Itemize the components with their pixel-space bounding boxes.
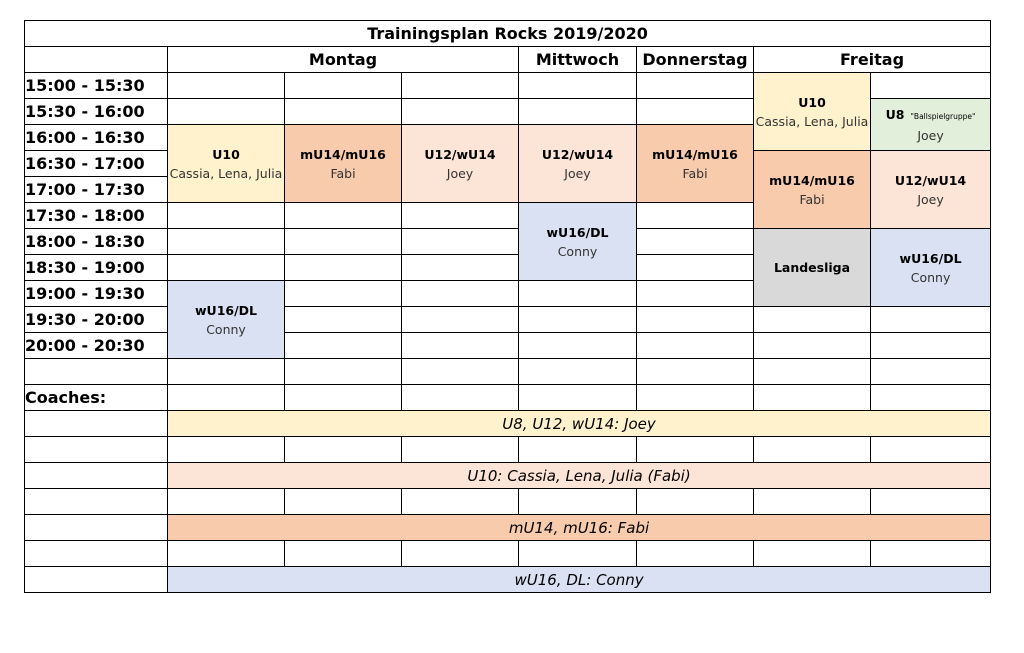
- empty-cell: [519, 73, 637, 99]
- session-mo-u12: [402, 125, 519, 203]
- empty-cell: [25, 567, 168, 593]
- empty-cell: [637, 437, 754, 463]
- empty-cell: [168, 73, 285, 99]
- empty-cell: [402, 307, 519, 333]
- session-coach: Joey: [917, 127, 944, 143]
- time-slot: 19:00 - 19:30: [25, 281, 168, 307]
- session-mo-mu14: [285, 125, 402, 203]
- empty-cell: [25, 489, 168, 515]
- day-header-donnerstag: Donnerstag: [637, 47, 754, 73]
- empty-cell: [285, 99, 402, 125]
- empty-cell: [402, 281, 519, 307]
- schedule-title: Trainingsplan Rocks 2019/2020: [25, 21, 991, 47]
- empty-cell: [168, 385, 285, 411]
- empty-cell: [754, 359, 871, 385]
- time-slot: 16:30 - 17:00: [25, 151, 168, 177]
- empty-cell: [25, 359, 168, 385]
- session-group: wU16/DL: [195, 302, 257, 318]
- empty-cell: [402, 203, 519, 229]
- session-mi-wu16: [519, 203, 637, 281]
- empty-cell: [285, 489, 402, 515]
- empty-cell: [871, 333, 991, 359]
- session-group: mU14/mU16: [300, 146, 386, 162]
- time-slot: 16:00 - 16:30: [25, 125, 168, 151]
- empty-cell: [519, 541, 637, 567]
- empty-cell: [402, 541, 519, 567]
- time-slot: 19:30 - 20:00: [25, 307, 168, 333]
- day-header-freitag: Freitag: [754, 47, 991, 73]
- empty-cell: [519, 333, 637, 359]
- session-group: U12/wU14: [894, 172, 967, 188]
- time-slot: 18:30 - 19:00: [25, 255, 168, 281]
- empty-cell: [871, 359, 991, 385]
- session-fr-landesliga: [754, 229, 871, 307]
- session-group: wU16/DL: [546, 224, 609, 240]
- session-mo-u10: [168, 125, 285, 203]
- empty-cell: [402, 229, 519, 255]
- empty-cell: [637, 73, 754, 99]
- corner-cell: [25, 47, 168, 73]
- time-slot: 20:00 - 20:30: [25, 333, 168, 359]
- session-group: U12/wU14: [541, 146, 614, 162]
- empty-cell: [285, 359, 402, 385]
- empty-cell: [402, 359, 519, 385]
- empty-cell: [519, 359, 637, 385]
- session-coach: Conny: [206, 321, 246, 337]
- empty-cell: [637, 99, 754, 125]
- time-slot: 17:30 - 18:00: [25, 203, 168, 229]
- session-coach: Joey: [564, 165, 591, 181]
- empty-cell: [637, 541, 754, 567]
- empty-cell: [285, 333, 402, 359]
- empty-cell: [168, 229, 285, 255]
- session-group: Landesliga: [773, 260, 851, 275]
- empty-cell: [285, 73, 402, 99]
- session-group: U10: [212, 146, 240, 162]
- session-coach: Fabi: [330, 165, 356, 181]
- empty-cell: [637, 333, 754, 359]
- empty-cell: [168, 541, 285, 567]
- empty-cell: [754, 333, 871, 359]
- empty-cell: [25, 411, 168, 437]
- session-fr-wu16: [871, 229, 991, 307]
- empty-cell: [168, 359, 285, 385]
- empty-cell: [402, 437, 519, 463]
- session-fr-mu14: [754, 151, 871, 229]
- empty-cell: [402, 73, 519, 99]
- empty-cell: [285, 437, 402, 463]
- empty-cell: [168, 255, 285, 281]
- session-mo-wu16: [168, 281, 285, 359]
- session-coach: Conny: [910, 269, 951, 285]
- empty-cell: [25, 437, 168, 463]
- session-fr-u8: [871, 99, 991, 151]
- empty-cell: [754, 541, 871, 567]
- empty-cell: [637, 307, 754, 333]
- session-do-mu14: [637, 125, 754, 203]
- session-coach: Fabi: [799, 191, 825, 207]
- session-fr-u10: [754, 73, 871, 151]
- empty-cell: [871, 541, 991, 567]
- empty-cell: [168, 437, 285, 463]
- empty-cell: [871, 73, 991, 99]
- coach-bar-fabi: mU14, mU16: Fabi: [168, 515, 991, 541]
- empty-cell: [402, 333, 519, 359]
- empty-cell: [519, 489, 637, 515]
- empty-cell: [754, 489, 871, 515]
- session-coach: Fabi: [682, 165, 708, 181]
- empty-cell: [285, 307, 402, 333]
- empty-cell: [871, 385, 991, 411]
- empty-cell: [519, 281, 637, 307]
- empty-cell: [402, 99, 519, 125]
- empty-cell: [402, 385, 519, 411]
- empty-cell: [285, 229, 402, 255]
- empty-cell: [25, 541, 168, 567]
- empty-cell: [754, 307, 871, 333]
- empty-cell: [519, 437, 637, 463]
- coach-bar-joey: U8, U12, wU14: Joey: [168, 411, 991, 437]
- day-header-montag: Montag: [168, 47, 519, 73]
- session-coach: Cassia, Lena, Julia: [169, 165, 283, 181]
- empty-cell: [402, 255, 519, 281]
- session-coach: Joey: [446, 165, 474, 181]
- empty-cell: [871, 307, 991, 333]
- session-fr-u12: [871, 151, 991, 229]
- empty-cell: [871, 437, 991, 463]
- session-coach: Joey: [917, 191, 944, 207]
- empty-cell: [285, 385, 402, 411]
- empty-cell: [285, 255, 402, 281]
- empty-cell: [637, 229, 754, 255]
- coach-bar-conny: wU16, DL: Conny: [168, 567, 991, 593]
- empty-cell: [519, 307, 637, 333]
- empty-cell: [402, 489, 519, 515]
- empty-cell: [285, 281, 402, 307]
- empty-cell: [637, 489, 754, 515]
- time-slot: 15:30 - 16:00: [25, 99, 168, 125]
- time-slot: 17:00 - 17:30: [25, 177, 168, 203]
- session-group: mU14/mU16: [769, 172, 855, 188]
- empty-cell: [168, 99, 285, 125]
- session-coach: Conny: [557, 243, 598, 259]
- empty-cell: [285, 541, 402, 567]
- day-header-mittwoch: Mittwoch: [519, 47, 637, 73]
- time-slot: 18:00 - 18:30: [25, 229, 168, 255]
- training-schedule-table: [24, 20, 991, 593]
- coaches-label: Coaches:: [25, 385, 168, 411]
- session-group: U12/wU14: [424, 146, 496, 162]
- empty-cell: [637, 203, 754, 229]
- session-group: U8: [885, 106, 905, 122]
- empty-cell: [637, 385, 754, 411]
- empty-cell: [168, 203, 285, 229]
- session-mi-u12: [519, 125, 637, 203]
- time-slot: 15:00 - 15:30: [25, 73, 168, 99]
- empty-cell: [519, 99, 637, 125]
- empty-cell: [871, 489, 991, 515]
- empty-cell: [637, 359, 754, 385]
- coach-bar-u10: U10: Cassia, Lena, Julia (Fabi): [168, 463, 991, 489]
- session-coach: Cassia, Lena, Julia: [755, 113, 869, 129]
- empty-cell: [637, 255, 754, 281]
- session-group: U10: [798, 94, 826, 110]
- empty-cell: [285, 203, 402, 229]
- empty-cell: [519, 385, 637, 411]
- session-note: "Ballspielgruppe": [910, 111, 976, 121]
- empty-cell: [25, 515, 168, 541]
- empty-cell: [25, 463, 168, 489]
- empty-cell: [168, 489, 285, 515]
- empty-cell: [754, 385, 871, 411]
- empty-cell: [637, 281, 754, 307]
- session-group: wU16/DL: [899, 250, 962, 266]
- empty-cell: [754, 437, 871, 463]
- session-group: mU14/mU16: [652, 146, 738, 162]
